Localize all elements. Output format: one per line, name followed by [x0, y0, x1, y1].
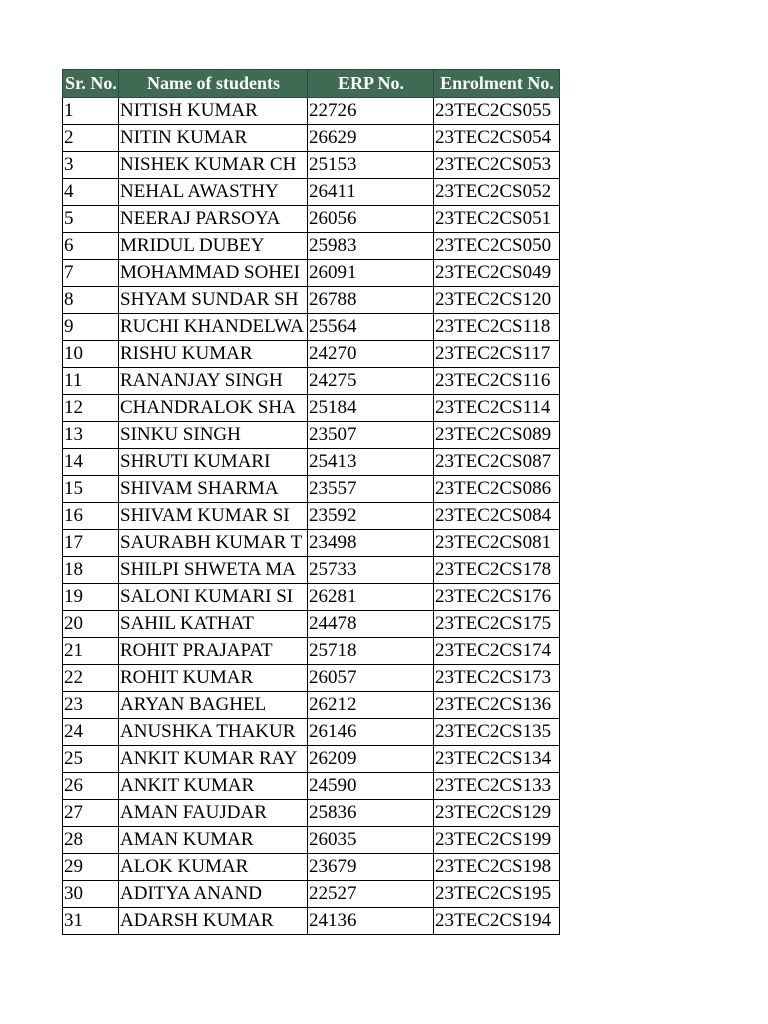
- cell-sr-no: 17: [63, 530, 119, 557]
- cell-sr-no: 7: [63, 260, 119, 287]
- table-row: [63, 152, 560, 179]
- cell-enrolment-no: 23TEC2CS052: [434, 179, 560, 206]
- table-row: [63, 827, 560, 854]
- cell-enrolment-no: 23TEC2CS194: [434, 908, 560, 935]
- table-row: [63, 395, 560, 422]
- cell-student-name: SAURABH KUMAR T: [119, 530, 308, 557]
- table-row: [63, 287, 560, 314]
- cell-sr-no: 31: [63, 908, 119, 935]
- cell-sr-no: 27: [63, 800, 119, 827]
- cell-sr-no: 23: [63, 692, 119, 719]
- cell-enrolment-no: 23TEC2CS087: [434, 449, 560, 476]
- cell-sr-no: 21: [63, 638, 119, 665]
- table-row: [63, 908, 560, 935]
- cell-enrolment-no: 23TEC2CS175: [434, 611, 560, 638]
- table-header: [63, 70, 560, 98]
- cell-sr-no: 25: [63, 746, 119, 773]
- cell-enrolment-no: 23TEC2CS178: [434, 557, 560, 584]
- cell-enrolment-no: 23TEC2CS049: [434, 260, 560, 287]
- cell-student-name: ARYAN BAGHEL: [119, 692, 308, 719]
- cell-student-name: AMAN FAUJDAR: [119, 800, 308, 827]
- cell-erp-no: 26212: [308, 692, 434, 719]
- cell-erp-no: 24590: [308, 773, 434, 800]
- cell-student-name: SAHIL KATHAT: [119, 611, 308, 638]
- cell-sr-no: 22: [63, 665, 119, 692]
- cell-student-name: ADARSH KUMAR: [119, 908, 308, 935]
- cell-enrolment-no: 23TEC2CS055: [434, 98, 560, 125]
- cell-student-name: MOHAMMAD SOHEI: [119, 260, 308, 287]
- cell-erp-no: 26629: [308, 125, 434, 152]
- table-row: [63, 665, 560, 692]
- cell-sr-no: 3: [63, 152, 119, 179]
- cell-student-name: ADITYA ANAND: [119, 881, 308, 908]
- cell-erp-no: 24136: [308, 908, 434, 935]
- cell-enrolment-no: 23TEC2CS050: [434, 233, 560, 260]
- cell-student-name: NEHAL AWASTHY: [119, 179, 308, 206]
- header-sr-no: Sr. No.: [63, 70, 119, 98]
- cell-enrolment-no: 23TEC2CS118: [434, 314, 560, 341]
- cell-student-name: ANUSHKA THAKUR: [119, 719, 308, 746]
- table-body: [63, 98, 560, 935]
- cell-erp-no: 26091: [308, 260, 434, 287]
- cell-sr-no: 19: [63, 584, 119, 611]
- cell-erp-no: 23679: [308, 854, 434, 881]
- cell-erp-no: 25733: [308, 557, 434, 584]
- cell-enrolment-no: 23TEC2CS135: [434, 719, 560, 746]
- cell-student-name: NITIN KUMAR: [119, 125, 308, 152]
- cell-erp-no: 23498: [308, 530, 434, 557]
- header-name: Name of students: [119, 70, 308, 98]
- cell-erp-no: 25153: [308, 152, 434, 179]
- cell-enrolment-no: 23TEC2CS198: [434, 854, 560, 881]
- cell-student-name: ANKIT KUMAR RAY: [119, 746, 308, 773]
- table-row: [63, 125, 560, 152]
- cell-erp-no: 23557: [308, 476, 434, 503]
- cell-sr-no: 12: [63, 395, 119, 422]
- cell-student-name: RUCHI KHANDELWA: [119, 314, 308, 341]
- table-row: [63, 503, 560, 530]
- cell-erp-no: 24275: [308, 368, 434, 395]
- cell-student-name: ROHIT PRAJAPAT: [119, 638, 308, 665]
- cell-enrolment-no: 23TEC2CS117: [434, 341, 560, 368]
- table-row: [63, 449, 560, 476]
- table-row: [63, 341, 560, 368]
- cell-sr-no: 20: [63, 611, 119, 638]
- cell-sr-no: 8: [63, 287, 119, 314]
- cell-sr-no: 4: [63, 179, 119, 206]
- cell-enrolment-no: 23TEC2CS053: [434, 152, 560, 179]
- cell-enrolment-no: 23TEC2CS054: [434, 125, 560, 152]
- table-row: [63, 800, 560, 827]
- cell-sr-no: 18: [63, 557, 119, 584]
- cell-student-name: RANANJAY SINGH: [119, 368, 308, 395]
- cell-sr-no: 15: [63, 476, 119, 503]
- cell-enrolment-no: 23TEC2CS195: [434, 881, 560, 908]
- cell-student-name: RISHU KUMAR: [119, 341, 308, 368]
- cell-erp-no: 25718: [308, 638, 434, 665]
- cell-erp-no: 26146: [308, 719, 434, 746]
- table-row: [63, 179, 560, 206]
- cell-student-name: MRIDUL DUBEY: [119, 233, 308, 260]
- cell-sr-no: 14: [63, 449, 119, 476]
- cell-enrolment-no: 23TEC2CS136: [434, 692, 560, 719]
- cell-enrolment-no: 23TEC2CS086: [434, 476, 560, 503]
- cell-student-name: ROHIT KUMAR: [119, 665, 308, 692]
- cell-student-name: CHANDRALOK SHA: [119, 395, 308, 422]
- header-erp: ERP No.: [308, 70, 434, 98]
- cell-student-name: NEERAJ PARSOYA: [119, 206, 308, 233]
- cell-erp-no: 24478: [308, 611, 434, 638]
- cell-sr-no: 11: [63, 368, 119, 395]
- cell-sr-no: 30: [63, 881, 119, 908]
- cell-sr-no: 29: [63, 854, 119, 881]
- cell-enrolment-no: 23TEC2CS173: [434, 665, 560, 692]
- table-row: [63, 719, 560, 746]
- table-row: [63, 881, 560, 908]
- cell-enrolment-no: 23TEC2CS114: [434, 395, 560, 422]
- cell-enrolment-no: 23TEC2CS084: [434, 503, 560, 530]
- table-row: [63, 422, 560, 449]
- cell-student-name: SHRUTI KUMARI: [119, 449, 308, 476]
- cell-enrolment-no: 23TEC2CS133: [434, 773, 560, 800]
- cell-enrolment-no: 23TEC2CS176: [434, 584, 560, 611]
- cell-erp-no: 25836: [308, 800, 434, 827]
- cell-erp-no: 25983: [308, 233, 434, 260]
- table-row: [63, 692, 560, 719]
- cell-student-name: SINKU SINGH: [119, 422, 308, 449]
- cell-sr-no: 24: [63, 719, 119, 746]
- cell-enrolment-no: 23TEC2CS199: [434, 827, 560, 854]
- cell-sr-no: 2: [63, 125, 119, 152]
- cell-student-name: SHYAM SUNDAR SH: [119, 287, 308, 314]
- cell-student-name: ANKIT KUMAR: [119, 773, 308, 800]
- cell-sr-no: 13: [63, 422, 119, 449]
- cell-student-name: ALOK KUMAR: [119, 854, 308, 881]
- cell-erp-no: 25184: [308, 395, 434, 422]
- cell-enrolment-no: 23TEC2CS129: [434, 800, 560, 827]
- header-row: [63, 70, 560, 98]
- cell-erp-no: 24270: [308, 341, 434, 368]
- cell-erp-no: 25564: [308, 314, 434, 341]
- table-row: [63, 98, 560, 125]
- cell-erp-no: 23507: [308, 422, 434, 449]
- table-row: [63, 854, 560, 881]
- cell-enrolment-no: 23TEC2CS051: [434, 206, 560, 233]
- table-row: [63, 773, 560, 800]
- cell-enrolment-no: 23TEC2CS134: [434, 746, 560, 773]
- cell-sr-no: 1: [63, 98, 119, 125]
- cell-erp-no: 26209: [308, 746, 434, 773]
- cell-sr-no: 5: [63, 206, 119, 233]
- cell-student-name: SHILPI SHWETA MA: [119, 557, 308, 584]
- cell-sr-no: 28: [63, 827, 119, 854]
- cell-erp-no: 26411: [308, 179, 434, 206]
- cell-erp-no: 22527: [308, 881, 434, 908]
- cell-erp-no: 25413: [308, 449, 434, 476]
- cell-erp-no: 26057: [308, 665, 434, 692]
- header-enrolment: Enrolment No.: [434, 70, 560, 98]
- cell-sr-no: 9: [63, 314, 119, 341]
- table-row: [63, 233, 560, 260]
- table-row: [63, 368, 560, 395]
- cell-student-name: SALONI KUMARI SI: [119, 584, 308, 611]
- cell-student-name: NISHEK KUMAR CH: [119, 152, 308, 179]
- cell-erp-no: 26281: [308, 584, 434, 611]
- table-row: [63, 557, 560, 584]
- cell-erp-no: 26788: [308, 287, 434, 314]
- table-row: [63, 206, 560, 233]
- cell-sr-no: 6: [63, 233, 119, 260]
- cell-sr-no: 26: [63, 773, 119, 800]
- cell-enrolment-no: 23TEC2CS081: [434, 530, 560, 557]
- table-row: [63, 530, 560, 557]
- cell-enrolment-no: 23TEC2CS120: [434, 287, 560, 314]
- cell-sr-no: 10: [63, 341, 119, 368]
- cell-enrolment-no: 23TEC2CS089: [434, 422, 560, 449]
- cell-student-name: AMAN KUMAR: [119, 827, 308, 854]
- cell-enrolment-no: 23TEC2CS174: [434, 638, 560, 665]
- student-table: [62, 69, 560, 935]
- cell-student-name: SHIVAM SHARMA: [119, 476, 308, 503]
- cell-student-name: SHIVAM KUMAR SI: [119, 503, 308, 530]
- cell-erp-no: 23592: [308, 503, 434, 530]
- table-row: [63, 314, 560, 341]
- table-row: [63, 260, 560, 287]
- table-row: [63, 476, 560, 503]
- cell-enrolment-no: 23TEC2CS116: [434, 368, 560, 395]
- cell-erp-no: 26056: [308, 206, 434, 233]
- cell-erp-no: 26035: [308, 827, 434, 854]
- table-row: [63, 638, 560, 665]
- table-row: [63, 584, 560, 611]
- cell-erp-no: 22726: [308, 98, 434, 125]
- cell-sr-no: 16: [63, 503, 119, 530]
- table-row: [63, 611, 560, 638]
- cell-student-name: NITISH KUMAR: [119, 98, 308, 125]
- table-row: [63, 746, 560, 773]
